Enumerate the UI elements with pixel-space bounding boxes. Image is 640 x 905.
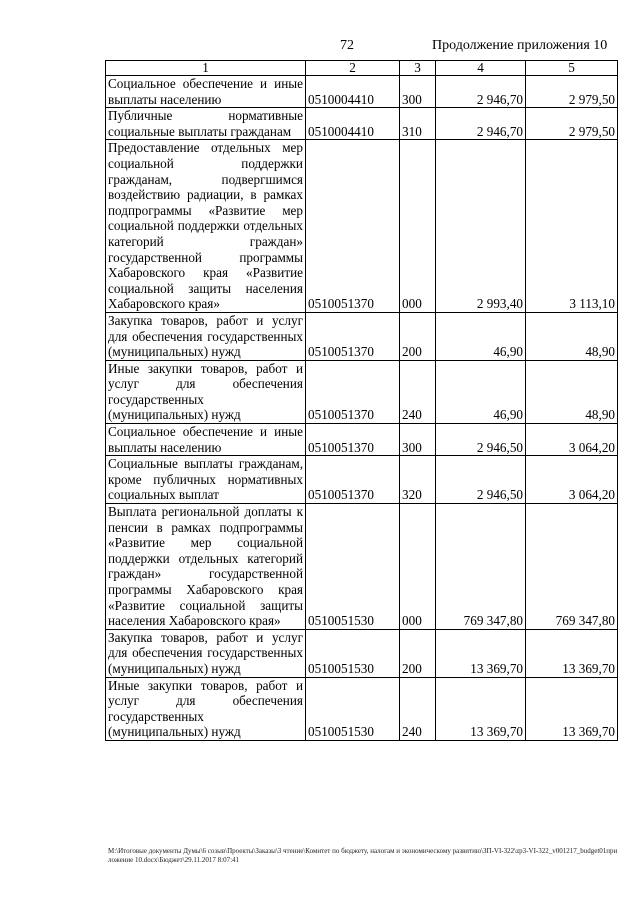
table-row [106,456,618,504]
row-name: Иные закупки товаров, работ и услуг для обеспечения государственных (муниципальных) нужд [106,360,306,423]
row-amount-1: 2 946,50 [436,424,526,456]
column-header-5: 5 [526,61,618,76]
row-amount-1: 13 369,70 [436,629,526,677]
row-expense-type: 240 [400,360,436,423]
row-amount-2: 3 113,10 [526,140,618,313]
row-name: Предоставление отдельных мер социальной поддержки гражданам, подвергшимся воздействию радиации, в рамках подпрограммы «Развитие мер социальной поддержки отдельных категорий граждан» государственной программы Хабаровского края «Развитие социальной защиты населения Хабаровского края» [106,140,306,313]
row-amount-2: 3 064,20 [526,456,618,504]
row-expense-type: 310 [400,108,436,140]
row-amount-1: 2 946,70 [436,76,526,108]
column-header-2: 2 [306,61,400,76]
row-target-code: 0510051530 [306,677,400,740]
row-amount-1: 13 369,70 [436,677,526,740]
budget-table [105,60,618,741]
row-amount-2: 48,90 [526,312,618,360]
row-amount-1: 46,90 [436,360,526,423]
row-name: Публичные нормативные социальные выплаты гражданам [106,108,306,140]
row-amount-1: 2 993,40 [436,140,526,313]
row-expense-type: 000 [400,140,436,313]
row-name: Социальное обеспечение и иные выплаты населению [106,424,306,456]
table-row [106,140,618,313]
column-header-4: 4 [436,61,526,76]
row-target-code: 0510051530 [306,629,400,677]
table-row [106,76,618,108]
row-expense-type: 300 [400,424,436,456]
row-expense-type: 240 [400,677,436,740]
row-expense-type: 200 [400,312,436,360]
row-amount-2: 48,90 [526,360,618,423]
row-name: Социальное обеспечение и иные выплаты населению [106,76,306,108]
row-amount-1: 46,90 [436,312,526,360]
row-expense-type: 320 [400,456,436,504]
row-target-code: 0510051370 [306,360,400,423]
row-amount-1: 2 946,50 [436,456,526,504]
table-row [106,629,618,677]
row-amount-2: 3 064,20 [526,424,618,456]
row-name: Закупка товаров, работ и услуг для обеспечения государственных (муниципальных) нужд [106,312,306,360]
row-amount-2: 2 979,50 [526,108,618,140]
row-target-code: 0510051370 [306,140,400,313]
row-amount-2: 13 369,70 [526,629,618,677]
row-amount-1: 769 347,80 [436,504,526,630]
row-amount-2: 13 369,70 [526,677,618,740]
row-target-code: 0510004410 [306,108,400,140]
page-number: 72 [340,38,354,53]
column-header-3: 3 [400,61,436,76]
row-name: Закупка товаров, работ и услуг для обеспечения государственных (муниципальных) нужд [106,629,306,677]
row-target-code: 0510051370 [306,456,400,504]
file-path-footer: M:\Итоговые документы Думы\6 созыв\Проекты\Заказы\3 чтение\Комитет по бюджету, налогам и экономическому развитию\ЗП-VI-322\zp3-VI-322_v001217_budget01приложение 10.docx\Бюджет\29.11.2017 8:07:41 [108,847,618,864]
row-target-code: 0510051370 [306,424,400,456]
row-target-code: 0510051530 [306,504,400,630]
row-name: Иные закупки товаров, работ и услуг для обеспечения государственных (муниципальных) нужд [106,677,306,740]
row-amount-2: 2 979,50 [526,76,618,108]
row-expense-type: 000 [400,504,436,630]
table-row [106,108,618,140]
row-name: Выплата региональной доплаты к пенсии в рамках подпрограммы «Развитие мер социальной поддержки отдельных категорий граждан» государственной программы Хабаровского края «Развитие социальной защиты населения Хабаровского края» [106,504,306,630]
row-expense-type: 200 [400,629,436,677]
row-target-code: 0510051370 [306,312,400,360]
table-row [106,504,618,630]
table-row [106,312,618,360]
table-row [106,677,618,740]
table-header-row [106,61,618,76]
row-amount-2: 769 347,80 [526,504,618,630]
table-row [106,360,618,423]
row-target-code: 0510004410 [306,76,400,108]
row-name: Социальные выплаты гражданам, кроме публичных нормативных социальных выплат [106,456,306,504]
column-header-1: 1 [106,61,306,76]
page-caption: Продолжение приложения 10 [432,38,608,53]
table-row [106,424,618,456]
row-expense-type: 300 [400,76,436,108]
row-amount-1: 2 946,70 [436,108,526,140]
